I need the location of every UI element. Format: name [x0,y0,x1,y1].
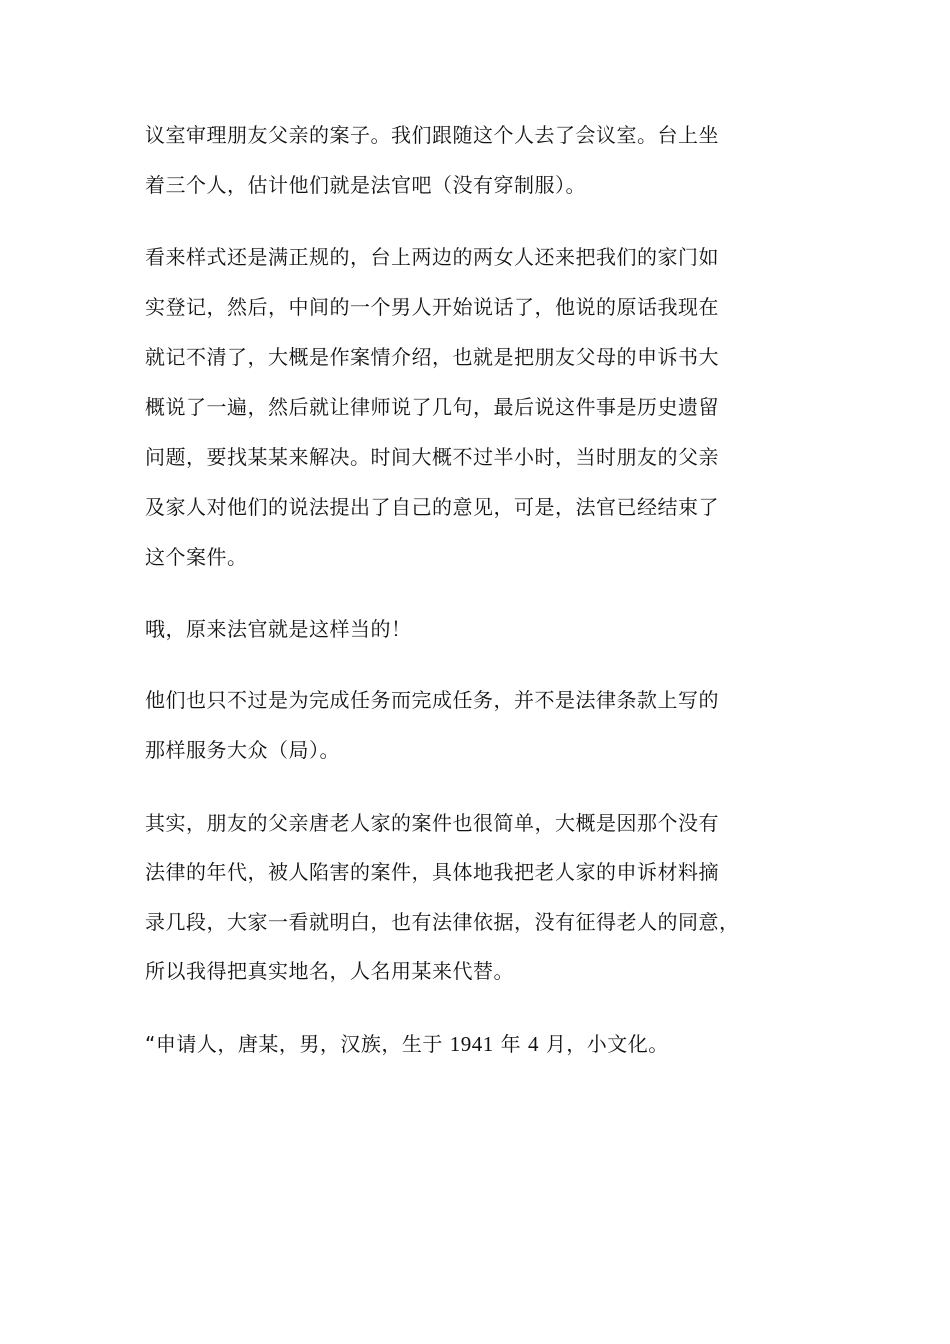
paragraph-2-line-2: 实登记，然后，中间的一个男人开始说话了，他说的原话我现在 [145,295,719,319]
month-education-text: 月，小文化。 [545,1032,669,1056]
paragraph-2-line-5: 问题，要找某某来解决。时间大概不过半小时，当时朋友的父亲 [145,445,719,469]
paragraph-2-line-6: 及家人对他们的说法提出了自己的意见，可是，法官已经结束了 [145,495,719,519]
paragraph-2-line-4: 概说了一遍，然后就让律师说了几句，最后说这件事是历史遗留 [145,395,719,419]
paragraph-5-line-1: 其实，朋友的父亲唐老人家的案件也很简单，大概是因那个没有 [145,811,719,835]
paragraph-5-line-4: 所以我得把真实地名，人名用某来代替。 [145,959,514,983]
paragraph-4-line-2: 那样服务大众（局）。 [145,738,340,762]
paragraph-5-line-2: 法律的年代，被人陷害的案件，具体地我把老人家的申诉材料摘 [145,860,719,884]
birth-year: 1941 [449,1032,494,1056]
paragraph-3-line-1: 哦，原来法官就是这样当的！ [145,617,412,641]
year-char: 年 [500,1032,522,1056]
paragraph-6-line-1 [145,1031,815,1057]
paragraph-4-line-1: 他们也只不过是为完成任务而完成任务，并不是法律条款上写的 [145,688,719,712]
paragraph-1-line-1: 议室审理朋友父亲的案子。我们跟随这个人去了会议室。台上坐 [145,123,719,147]
paragraph-2-line-3: 就记不清了，大概是作案情介绍，也就是把朋友父母的申诉书大 [145,345,719,369]
paragraph-2-line-7: 这个案件。 [145,545,248,569]
applicant-intro-text: “申请人，唐某，男，汉族，生于 [145,1032,443,1056]
birth-month: 4 [527,1032,539,1056]
paragraph-2-line-1: 看来样式还是满正规的，台上两边的两女人还来把我们的家门如 [145,245,719,269]
paragraph-1-line-2: 着三个人，估计他们就是法官吧（没有穿制服）。 [145,173,586,197]
paragraph-5-line-3: 录几段，大家一看就明白，也有法律依据，没有征得老人的同意， [145,910,740,934]
